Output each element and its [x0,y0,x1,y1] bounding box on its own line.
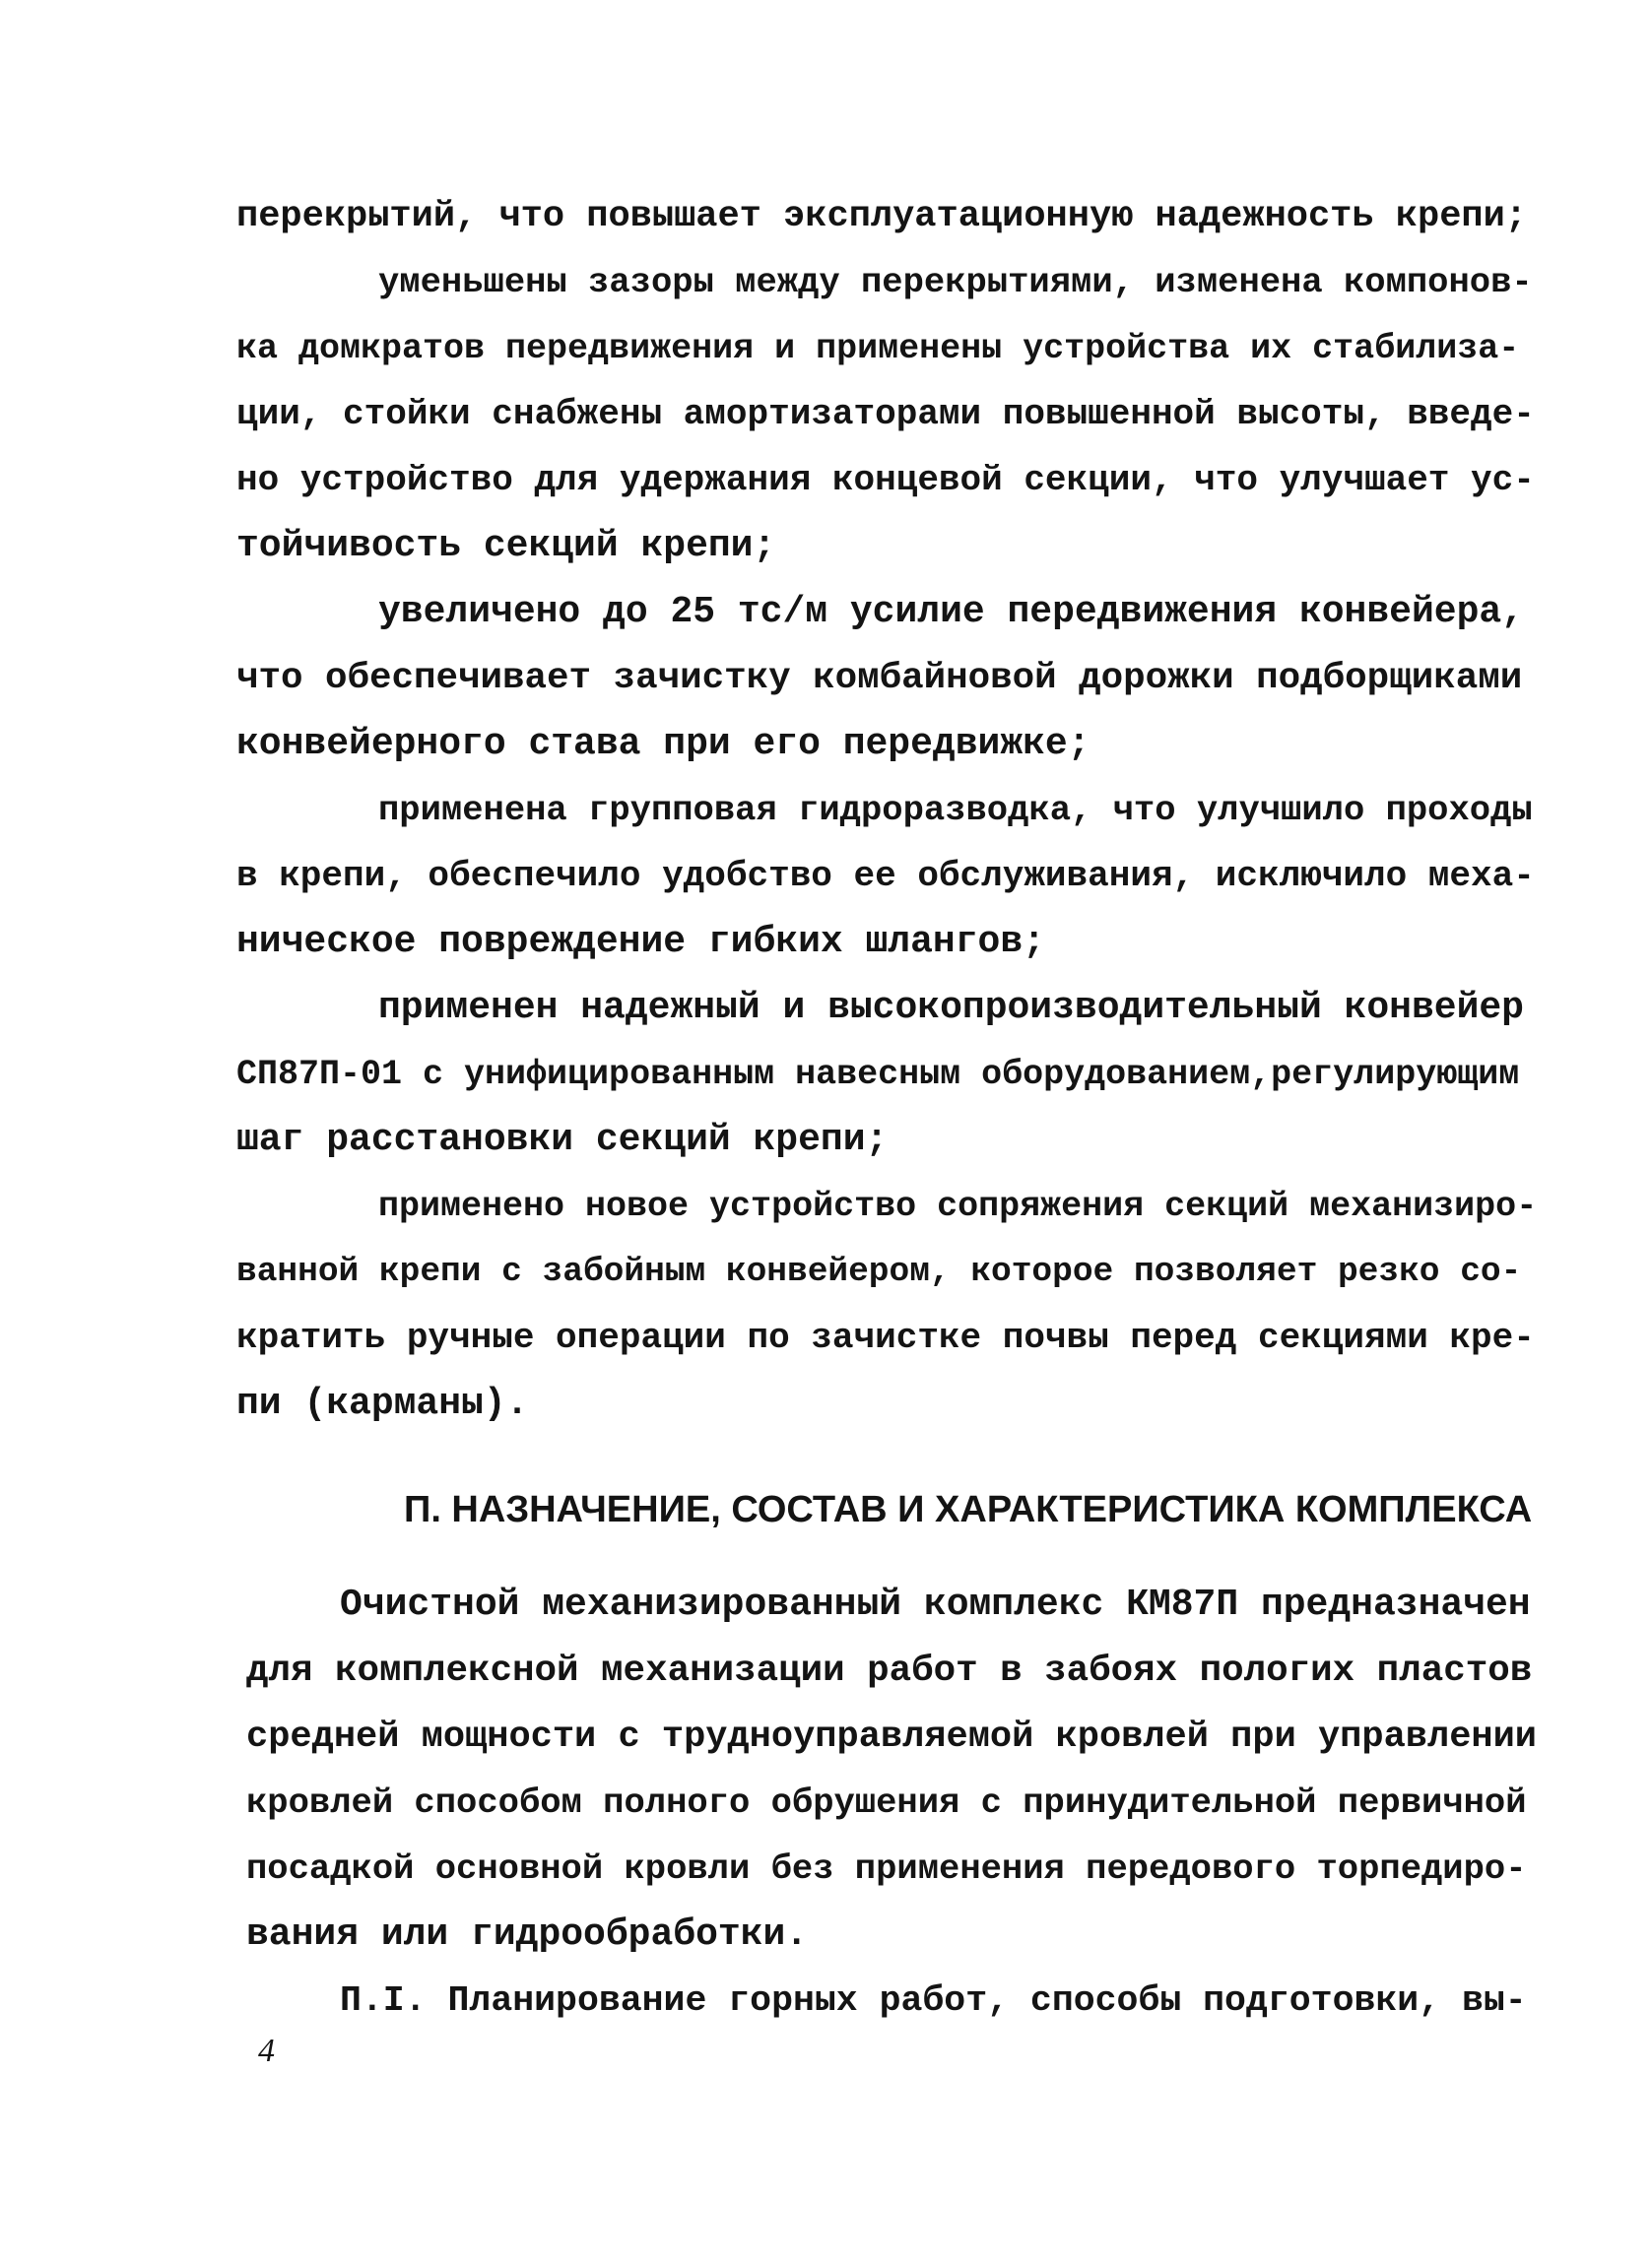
text-line: применено новое устройство сопряжения секций механизиро- [378,1187,1538,1226]
text-line: увеличено до 25 тс/м усилие передвижения конвейера, [378,591,1524,633]
text-line: пи (карманы). [236,1383,529,1425]
text-line: но устройство для удержания концевой секции, что улучшает ус- [236,460,1535,500]
text-line: кратить ручные операции по зачистке почвы перед секциями кре- [236,1318,1535,1358]
text-line: уменьшены зазоры между перекрытиями, изменена компонов- [378,262,1533,302]
text-line: ка домкратов передвижения и применены устройства их стабилиза- [236,329,1520,368]
text-line: посадкой основной кровли без применения передового торпедиро- [246,1848,1527,1889]
section-heading: П. НАЗНАЧЕНИЕ, СОСТАВ И ХАРАКТЕРИСТИКА КОМПЛЕКСА [404,1489,1533,1530]
text-line: конвейерного става при его передвижке; [236,723,1090,765]
text-line: ническое повреждение гибких шлангов; [236,921,1045,963]
text-line: шаг расстановки секций крепи; [236,1119,889,1161]
text-line: для комплексной механизации работ в забоях пологих пластов [246,1651,1533,1692]
text-line: что обеспечивает зачистку комбайновой дорожки подборщиками [236,658,1523,699]
text-line: ванной крепи с забойным конвейером, которое позволяет резко со- [236,1253,1522,1291]
text-line: Очистной механизированный комплекс КМ87П предназначен [340,1584,1531,1626]
text-line: кровлей способом полного обрушения с принудительной первичной [246,1782,1527,1823]
text-line: применена групповая гидроразводка, что улучшило проходы [378,790,1533,830]
page-number: 4 [258,2033,275,2069]
text-line: тойчивость секций крепи; [236,525,776,567]
text-line: ции, стойки снабжены амортизаторами повышенной высоты, введе- [236,394,1535,434]
text-line: применен надежный и высокопроизводительный конвейер [378,987,1524,1029]
text-line: в крепи, обеспечило удобство ее обслуживания, исключило меха- [236,856,1535,896]
text-line: вания или гидрообработки. [246,1913,809,1956]
text-line: СП87П-01 с унифицированным навесным оборудованием,регулирующим [236,1055,1520,1094]
text-line: перекрытий, что повышает эксплуатационную надежность крепи; [236,196,1528,237]
text-line: П.I. Планирование горных работ, способы подготовки, вы- [340,1980,1527,2021]
text-line: средней мощности с трудноуправляемой кровлей при управлении [246,1717,1538,1758]
